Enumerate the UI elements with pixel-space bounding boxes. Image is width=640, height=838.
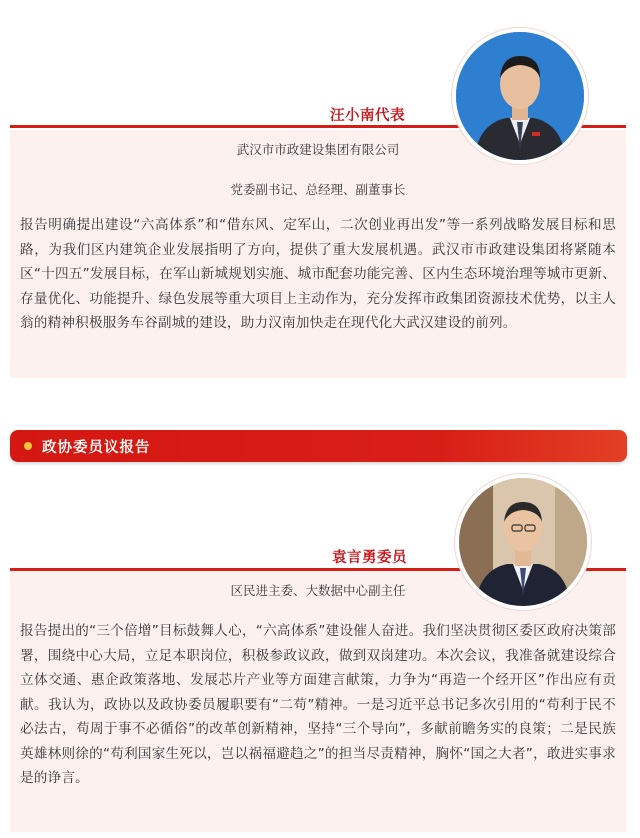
member-position: 区民进主委、大数据中心副主任 — [230, 583, 406, 598]
delegate-name: 汪小南代表 — [330, 108, 405, 124]
delegate-organization: 武汉市市政建设集团有限公司 — [236, 142, 400, 157]
member-name: 袁言勇委员 — [332, 550, 407, 566]
bullet-dot-icon — [24, 442, 32, 450]
delegate-position: 党委副书记、总经理、副董事长 — [230, 182, 406, 197]
section-banner — [10, 430, 627, 462]
delegate-speech: 报告明确提出建设“六高体系”和“借东风、定军山，二次创业再出发”等一系列战略发展目标和思路，为我们区内建筑企业发展指明了方向，提供了重大发展机遇。武汉市市政建设集团将紧随本区“十四五”发展目标，在军山新城规划实施、城市配套功能完善、区内生态环境治理等城市更新、存量优化、功能提升、绿色发展等重大项目上主动作为，充分发挥市政集团资源技术优势，以主人翁的精神积极服务车谷副城的建设，助力汉南加快走在现代化大武汉建设的前列。 — [20, 217, 616, 331]
banner-title: 政协委员议报告 — [42, 440, 151, 456]
member-speech: 报告提出的“三个倍增”目标鼓舞人心，“六高体系”建设催人奋进。我们坚决贯彻区委区政府决策部署，围绕中心大局，立足本职岗位，积极参政议政，做到双岗建功。本次会议，我准备就建设综合立体交通、惠企政策落地、发展芯片产业等方面建言献策，力争为“再造一个经开区”作出应有贡献。我认为，政协以及政协委员履职要有“二苟”精神。一是习近平总书记多次引用的“苟利于民不必法古，苟周于事不必循俗”的改革创新精神，坚持“三个导向”，多献前瞻务实的良策；二是民族英雄林则徐的“苟利国家生死以，岂以祸福避趋之”的担当尽责精神，胸怀“国之大者”，敢进实事求是的诤言。 — [20, 623, 616, 786]
